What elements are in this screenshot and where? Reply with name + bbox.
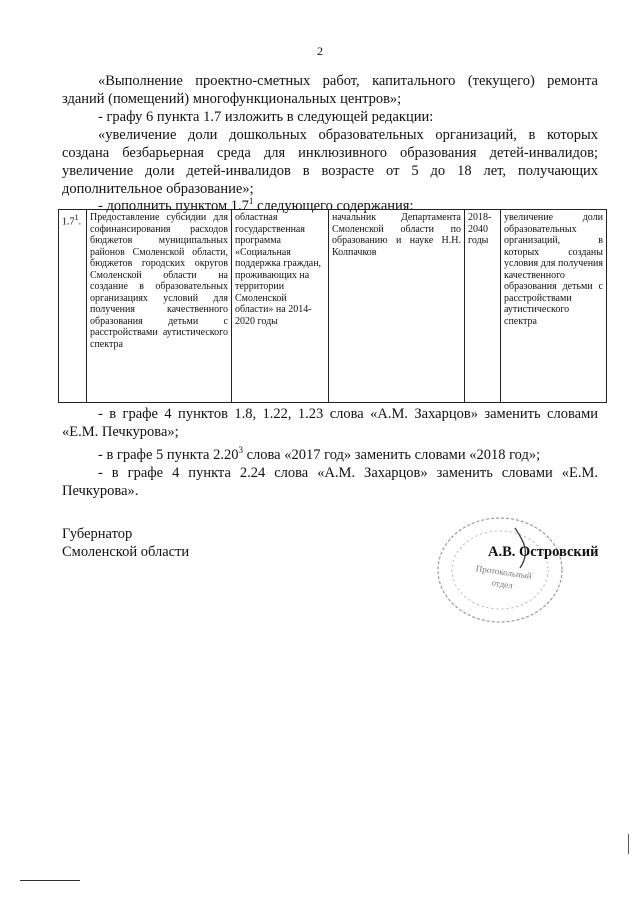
cell-program: областная государственная программа «Социальная поддержка граждан, проживающих на территории Смоленской области» на 2014-2020 годы [232, 210, 329, 403]
footer-rule [20, 880, 80, 881]
body-text [62, 72, 598, 198]
amendment-table [58, 209, 607, 403]
cell-indicator: увеличение доли образовательных организаций, в которых созданы условия для получения качественного образования детьми с расстройствами аутистического спектра [501, 210, 607, 403]
paragraph-2: - графу 6 пункта 1.7 изложить в следующей редакции: [98, 109, 434, 125]
paragraph-3: «увеличение доли дошкольных образовательных организаций, в которых создана безбарьерная среда для инклюзивного образования детей-инвалидов; увеличение доли детей-инвалидов в возрасте от 5 до 18 лет, получающих дополнительное образование»; [62, 127, 598, 197]
signatory-position [62, 525, 189, 561]
cell-activity: Предоставление субсидии для софинансирования расходов бюджетов муниципальных районов Смоленской области, бюджетов городских округов Смоленской области на создание в образовательных организациях условий для получения качественного образования детьми с расстройствами аутистического спектра [87, 210, 232, 403]
after-paragraph-2: - в графе 5 пункта 2.20$^3$ слова «2017 год» заменить словами «2018 год»; [98, 445, 541, 463]
cell-number: $1.7^1$. [59, 210, 87, 403]
position-line-1: Губернатор [62, 526, 133, 542]
paragraph-1: «Выполнение проектно-сметных работ, капитального (текущего) ремонта зданий (помещений) многофункциональных центров»; [62, 73, 598, 107]
signatory-name: А.В. Островский [488, 544, 599, 560]
after-paragraph-1: - в графе 4 пунктов 1.8, 1.22, 1.23 слова «А.М. Захарцов» заменить словами «Е.М. Печкурова»; [62, 406, 598, 440]
paragraph-4-sup: 1 [248, 196, 254, 206]
paragraph-4-main: - дополнить пунктом 1.7 [98, 197, 249, 214]
cell-responsible: начальник Департамента Смоленской области по образованию и науке Н.Н. Колпачков [329, 210, 465, 403]
cell-period: 2018-2040 годы [465, 210, 501, 403]
edge-mark [628, 834, 629, 854]
paragraph-4-end: следующего содержания: [253, 197, 414, 214]
table-row [59, 210, 607, 403]
after-paragraph-3: - в графе 4 пункта 2.24 слова «А.М. Захарцов» заменить словами «Е.М. Печкурова». [62, 464, 598, 499]
after-text [62, 405, 598, 500]
page-number: 2 [317, 44, 323, 58]
position-line-2: Смоленской области [62, 544, 190, 560]
stamp-text: Протокольный отдел [475, 563, 533, 591]
